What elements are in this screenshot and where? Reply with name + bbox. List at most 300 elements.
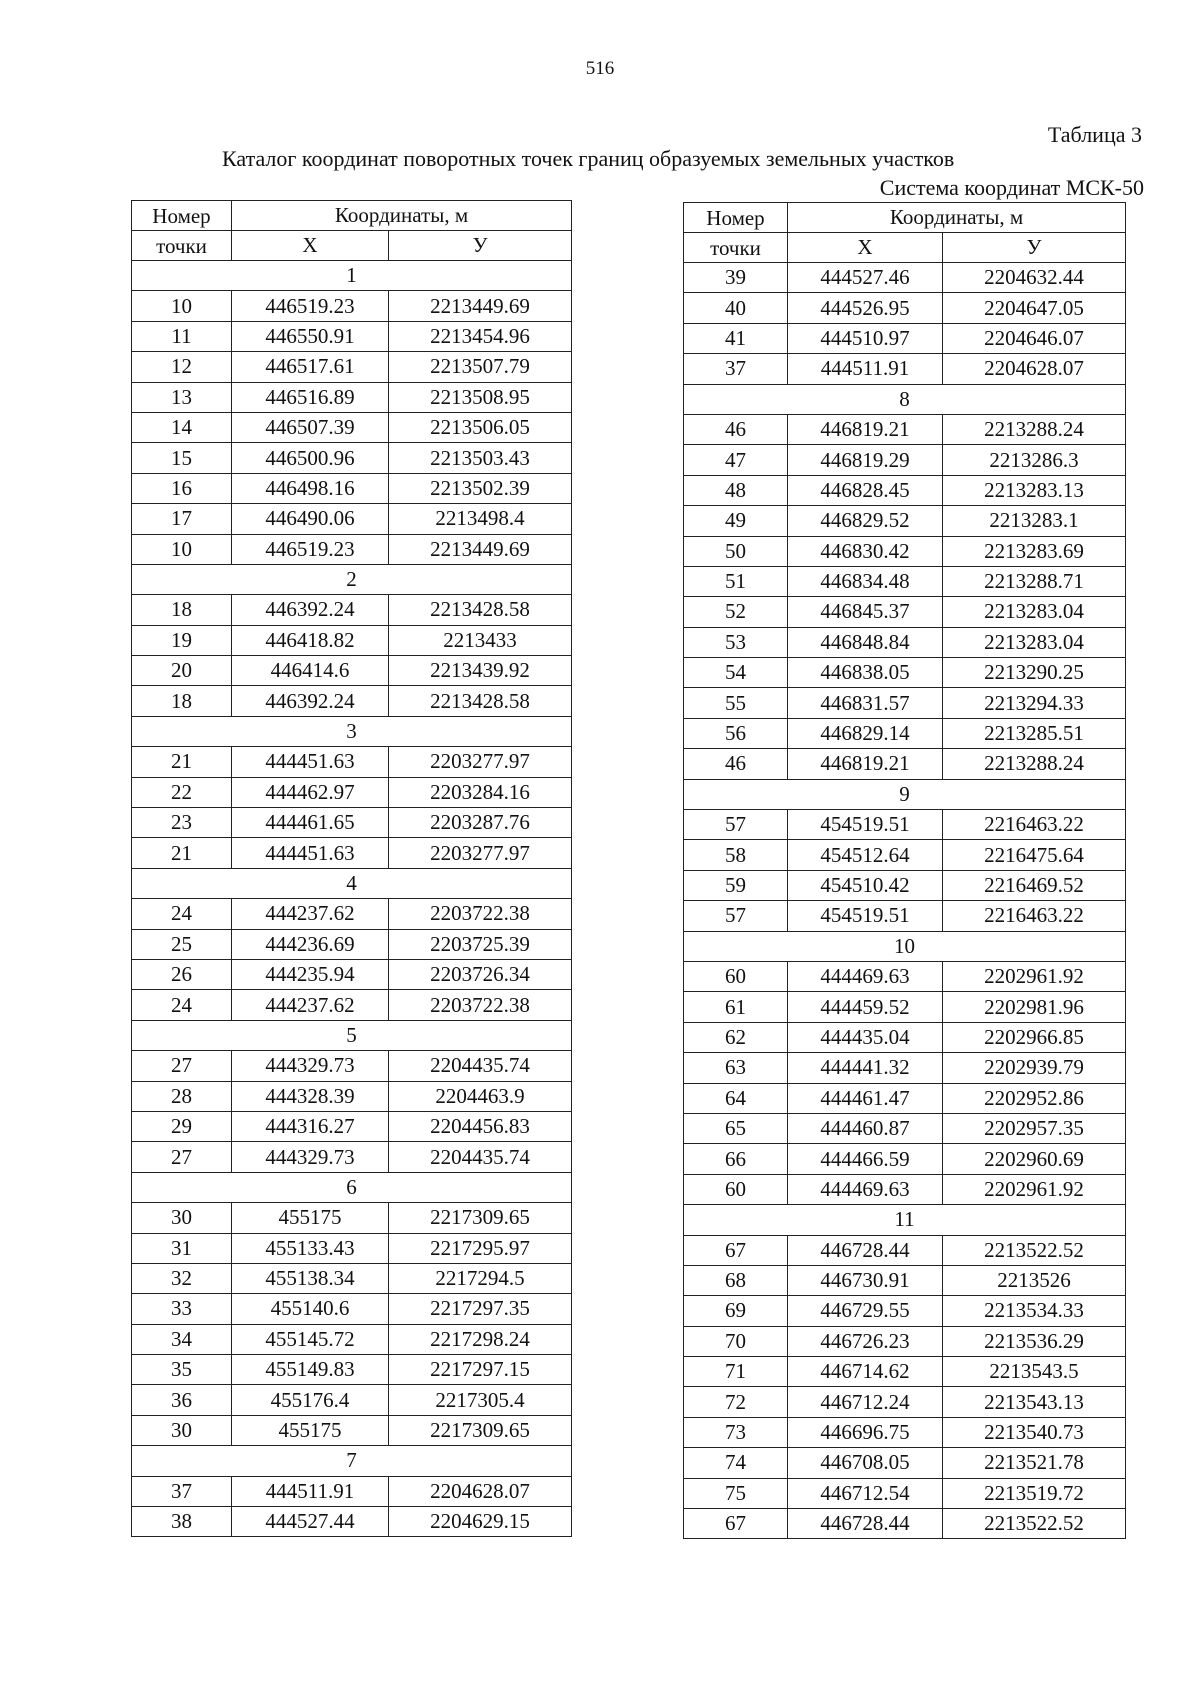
x-coordinate: 444451.63 xyxy=(232,838,389,868)
y-coordinate: 2203725.39 xyxy=(389,929,572,959)
section-row xyxy=(132,1446,572,1476)
table-row xyxy=(132,625,572,655)
section-number: 9 xyxy=(684,779,1126,809)
point-number: 28 xyxy=(132,1081,232,1111)
table-row xyxy=(684,992,1126,1022)
y-coordinate: 2213283.04 xyxy=(943,597,1126,627)
section-row xyxy=(684,779,1126,809)
x-coordinate: 446819.21 xyxy=(788,749,943,779)
point-number: 73 xyxy=(684,1417,788,1447)
y-coordinate: 2203722.38 xyxy=(389,899,572,929)
y-coordinate: 2203277.97 xyxy=(389,747,572,777)
x-coordinate: 446728.44 xyxy=(788,1509,943,1539)
x-coordinate: 444316.27 xyxy=(232,1111,389,1141)
point-number: 61 xyxy=(684,992,788,1022)
table-row xyxy=(132,1051,572,1081)
section-row xyxy=(684,1205,1126,1235)
table-row xyxy=(684,354,1126,384)
table-row xyxy=(132,1233,572,1263)
x-coordinate: 444236.69 xyxy=(232,929,389,959)
x-coordinate: 446848.84 xyxy=(788,627,943,657)
y-coordinate: 2213508.95 xyxy=(389,382,572,412)
point-number: 70 xyxy=(684,1326,788,1356)
x-coordinate: 446712.24 xyxy=(788,1387,943,1417)
x-coordinate: 444461.47 xyxy=(788,1083,943,1113)
page-number: 516 xyxy=(585,58,615,79)
y-coordinate: 2213294.33 xyxy=(943,688,1126,718)
table-row xyxy=(684,840,1126,870)
y-coordinate: 2204463.9 xyxy=(389,1081,572,1111)
table-row xyxy=(132,1142,572,1172)
section-row xyxy=(132,1172,572,1202)
document-title: Каталог координат поворотных точек границ образуемых земельных участков xyxy=(222,146,955,171)
point-number: 24 xyxy=(132,899,232,929)
x-coordinate: 446828.45 xyxy=(788,475,943,505)
y-coordinate: 2217297.15 xyxy=(389,1355,572,1385)
table-row xyxy=(132,534,572,564)
x-coordinate: 446714.62 xyxy=(788,1357,943,1387)
y-coordinate: 2204435.74 xyxy=(389,1051,572,1081)
header-point-number-line2: точки xyxy=(132,231,232,261)
table-row xyxy=(684,1235,1126,1265)
y-coordinate: 2213543.5 xyxy=(943,1357,1126,1387)
x-coordinate: 446726.23 xyxy=(788,1326,943,1356)
section-number: 11 xyxy=(684,1205,1126,1235)
header-coordinates: Координаты, м xyxy=(232,201,572,231)
section-number: 3 xyxy=(132,716,572,746)
table-row xyxy=(684,658,1126,688)
table-row xyxy=(684,597,1126,627)
table-row xyxy=(132,595,572,625)
table-row xyxy=(684,414,1126,444)
point-number: 13 xyxy=(132,382,232,412)
y-coordinate: 2202966.85 xyxy=(943,1022,1126,1052)
x-coordinate: 444527.46 xyxy=(788,263,943,293)
table-row xyxy=(132,1385,572,1415)
point-number: 74 xyxy=(684,1448,788,1478)
coordinates-table-right xyxy=(683,202,1126,1539)
y-coordinate: 2216469.52 xyxy=(943,870,1126,900)
section-number: 4 xyxy=(132,868,572,898)
x-coordinate: 444235.94 xyxy=(232,959,389,989)
y-coordinate: 2217309.65 xyxy=(389,1203,572,1233)
point-number: 32 xyxy=(132,1263,232,1293)
y-coordinate: 2204647.05 xyxy=(943,293,1126,323)
header-point-number-line1: Номер xyxy=(132,201,232,231)
x-coordinate: 446831.57 xyxy=(788,688,943,718)
y-coordinate: 2217298.24 xyxy=(389,1324,572,1354)
x-coordinate: 455138.34 xyxy=(232,1263,389,1293)
table-row xyxy=(132,1263,572,1293)
point-number: 36 xyxy=(132,1385,232,1415)
y-coordinate: 2213449.69 xyxy=(389,291,572,321)
y-coordinate: 2213449.69 xyxy=(389,534,572,564)
table-row xyxy=(132,1415,572,1445)
table-row xyxy=(132,838,572,868)
table-row xyxy=(132,1476,572,1506)
header-y: У xyxy=(943,233,1126,263)
x-coordinate: 455145.72 xyxy=(232,1324,389,1354)
point-number: 29 xyxy=(132,1111,232,1141)
x-coordinate: 444462.97 xyxy=(232,777,389,807)
y-coordinate: 2213286.3 xyxy=(943,445,1126,475)
point-number: 21 xyxy=(132,838,232,868)
point-number: 27 xyxy=(132,1142,232,1172)
x-coordinate: 444527.44 xyxy=(232,1507,389,1537)
y-coordinate: 2217297.35 xyxy=(389,1294,572,1324)
point-number: 52 xyxy=(684,597,788,627)
table-row xyxy=(132,1081,572,1111)
point-number: 65 xyxy=(684,1113,788,1143)
point-number: 33 xyxy=(132,1294,232,1324)
y-coordinate: 2213540.73 xyxy=(943,1417,1126,1447)
x-coordinate: 444435.04 xyxy=(788,1022,943,1052)
y-coordinate: 2213288.71 xyxy=(943,566,1126,596)
point-number: 10 xyxy=(132,291,232,321)
point-number: 58 xyxy=(684,840,788,870)
x-coordinate: 444469.63 xyxy=(788,1174,943,1204)
y-coordinate: 2213506.05 xyxy=(389,412,572,442)
y-coordinate: 2202939.79 xyxy=(943,1053,1126,1083)
table-row xyxy=(132,1507,572,1537)
y-coordinate: 2202957.35 xyxy=(943,1113,1126,1143)
point-number: 72 xyxy=(684,1387,788,1417)
header-row xyxy=(132,231,572,261)
coordinates-table-left xyxy=(131,200,572,1537)
x-coordinate: 444451.63 xyxy=(232,747,389,777)
x-coordinate: 446838.05 xyxy=(788,658,943,688)
table-row xyxy=(684,566,1126,596)
header-x: X xyxy=(232,231,389,261)
x-coordinate: 455175 xyxy=(232,1203,389,1233)
y-coordinate: 2202952.86 xyxy=(943,1083,1126,1113)
table-row xyxy=(132,382,572,412)
y-coordinate: 2217294.5 xyxy=(389,1263,572,1293)
point-number: 53 xyxy=(684,627,788,657)
x-coordinate: 444511.91 xyxy=(232,1476,389,1506)
x-coordinate: 444460.87 xyxy=(788,1113,943,1143)
point-number: 48 xyxy=(684,475,788,505)
table-row xyxy=(684,536,1126,566)
x-coordinate: 444329.73 xyxy=(232,1142,389,1172)
table-row xyxy=(132,504,572,534)
section-number: 2 xyxy=(132,564,572,594)
table-row xyxy=(132,929,572,959)
x-coordinate: 444329.73 xyxy=(232,1051,389,1081)
x-coordinate: 446392.24 xyxy=(232,595,389,625)
y-coordinate: 2213522.52 xyxy=(943,1509,1126,1539)
y-coordinate: 2213283.13 xyxy=(943,475,1126,505)
x-coordinate: 454510.42 xyxy=(788,870,943,900)
x-coordinate: 455133.43 xyxy=(232,1233,389,1263)
y-coordinate: 2204646.07 xyxy=(943,323,1126,353)
y-coordinate: 2203277.97 xyxy=(389,838,572,868)
x-coordinate: 454512.64 xyxy=(788,840,943,870)
y-coordinate: 2213290.25 xyxy=(943,658,1126,688)
table-row xyxy=(132,412,572,442)
point-number: 71 xyxy=(684,1357,788,1387)
point-number: 68 xyxy=(684,1265,788,1295)
table-row xyxy=(684,961,1126,991)
point-number: 37 xyxy=(684,354,788,384)
point-number: 20 xyxy=(132,656,232,686)
x-coordinate: 446490.06 xyxy=(232,504,389,534)
point-number: 16 xyxy=(132,473,232,503)
y-coordinate: 2216475.64 xyxy=(943,840,1126,870)
y-coordinate: 2213439.92 xyxy=(389,656,572,686)
x-coordinate: 444510.97 xyxy=(788,323,943,353)
table-row xyxy=(684,718,1126,748)
y-coordinate: 2202960.69 xyxy=(943,1144,1126,1174)
x-coordinate: 446729.55 xyxy=(788,1296,943,1326)
y-coordinate: 2213283.04 xyxy=(943,627,1126,657)
table-row xyxy=(684,1113,1126,1143)
y-coordinate: 2213519.72 xyxy=(943,1478,1126,1508)
x-coordinate: 454519.51 xyxy=(788,901,943,931)
point-number: 21 xyxy=(132,747,232,777)
y-coordinate: 2213454.96 xyxy=(389,321,572,351)
header-row xyxy=(132,201,572,231)
table-row xyxy=(684,263,1126,293)
point-number: 18 xyxy=(132,686,232,716)
y-coordinate: 2203287.76 xyxy=(389,808,572,838)
point-number: 47 xyxy=(684,445,788,475)
point-number: 75 xyxy=(684,1478,788,1508)
table-row xyxy=(684,1326,1126,1356)
header-row xyxy=(684,233,1126,263)
table-row xyxy=(684,1174,1126,1204)
point-number: 67 xyxy=(684,1235,788,1265)
y-coordinate: 2213288.24 xyxy=(943,414,1126,444)
table-row xyxy=(132,1294,572,1324)
x-coordinate: 446830.42 xyxy=(788,536,943,566)
x-coordinate: 444526.95 xyxy=(788,293,943,323)
table-row xyxy=(684,506,1126,536)
table-row xyxy=(132,1111,572,1141)
section-row xyxy=(132,261,572,291)
table-row xyxy=(684,1053,1126,1083)
section-number: 6 xyxy=(132,1172,572,1202)
table-row xyxy=(684,1448,1126,1478)
y-coordinate: 2204435.74 xyxy=(389,1142,572,1172)
section-row xyxy=(132,1020,572,1050)
table-row xyxy=(132,443,572,473)
y-coordinate: 2216463.22 xyxy=(943,901,1126,931)
point-number: 46 xyxy=(684,414,788,444)
table-row xyxy=(684,1022,1126,1052)
y-coordinate: 2202961.92 xyxy=(943,961,1126,991)
x-coordinate: 455176.4 xyxy=(232,1385,389,1415)
section-number: 7 xyxy=(132,1446,572,1476)
point-number: 62 xyxy=(684,1022,788,1052)
point-number: 50 xyxy=(684,536,788,566)
x-coordinate: 444469.63 xyxy=(788,961,943,991)
point-number: 60 xyxy=(684,1174,788,1204)
point-number: 26 xyxy=(132,959,232,989)
point-number: 39 xyxy=(684,263,788,293)
header-point-number-line2: точки xyxy=(684,233,788,263)
x-coordinate: 446730.91 xyxy=(788,1265,943,1295)
point-number: 15 xyxy=(132,443,232,473)
y-coordinate: 2204628.07 xyxy=(389,1476,572,1506)
section-row xyxy=(684,931,1126,961)
table-label: Таблица 3 xyxy=(1047,122,1142,147)
table-row xyxy=(684,475,1126,505)
point-number: 22 xyxy=(132,777,232,807)
x-coordinate: 446418.82 xyxy=(232,625,389,655)
y-coordinate: 2213503.43 xyxy=(389,443,572,473)
table-row xyxy=(684,1296,1126,1326)
y-coordinate: 2217295.97 xyxy=(389,1233,572,1263)
table-row xyxy=(684,1357,1126,1387)
x-coordinate: 455149.83 xyxy=(232,1355,389,1385)
y-coordinate: 2213498.4 xyxy=(389,504,572,534)
table-row xyxy=(132,473,572,503)
y-coordinate: 2203726.34 xyxy=(389,959,572,989)
y-coordinate: 2213428.58 xyxy=(389,595,572,625)
table-row xyxy=(132,686,572,716)
x-coordinate: 446414.6 xyxy=(232,656,389,686)
y-coordinate: 2213543.13 xyxy=(943,1387,1126,1417)
table-row xyxy=(132,1324,572,1354)
x-coordinate: 446834.48 xyxy=(788,566,943,596)
point-number: 24 xyxy=(132,990,232,1020)
point-number: 69 xyxy=(684,1296,788,1326)
table-row xyxy=(684,901,1126,931)
x-coordinate: 444237.62 xyxy=(232,899,389,929)
x-coordinate: 444237.62 xyxy=(232,990,389,1020)
table-row xyxy=(684,1478,1126,1508)
point-number: 57 xyxy=(684,901,788,931)
header-row xyxy=(684,203,1126,233)
x-coordinate: 446392.24 xyxy=(232,686,389,716)
x-coordinate: 444459.52 xyxy=(788,992,943,1022)
coordinate-system-label: Система координат МСК-50 xyxy=(879,175,1144,200)
x-coordinate: 446500.96 xyxy=(232,443,389,473)
y-coordinate: 2203722.38 xyxy=(389,990,572,1020)
table-row xyxy=(132,808,572,838)
point-number: 31 xyxy=(132,1233,232,1263)
point-number: 60 xyxy=(684,961,788,991)
x-coordinate: 446708.05 xyxy=(788,1448,943,1478)
point-number: 12 xyxy=(132,352,232,382)
section-row xyxy=(132,868,572,898)
coordinates-table-right-body xyxy=(684,203,1126,1539)
table-row xyxy=(684,1387,1126,1417)
section-row xyxy=(684,384,1126,414)
header-coordinates: Координаты, м xyxy=(788,203,1126,233)
y-coordinate: 2213283.1 xyxy=(943,506,1126,536)
section-number: 5 xyxy=(132,1020,572,1050)
point-number: 49 xyxy=(684,506,788,536)
table-row xyxy=(684,810,1126,840)
table-row xyxy=(132,321,572,351)
point-number: 19 xyxy=(132,625,232,655)
y-coordinate: 2203284.16 xyxy=(389,777,572,807)
y-coordinate: 2202961.92 xyxy=(943,1174,1126,1204)
y-coordinate: 2213433 xyxy=(389,625,572,655)
y-coordinate: 2213507.79 xyxy=(389,352,572,382)
table-row xyxy=(132,656,572,686)
point-number: 11 xyxy=(132,321,232,351)
x-coordinate: 446829.14 xyxy=(788,718,943,748)
y-coordinate: 2213502.39 xyxy=(389,473,572,503)
section-row xyxy=(132,564,572,594)
x-coordinate: 444466.59 xyxy=(788,1144,943,1174)
table-row xyxy=(132,1203,572,1233)
point-number: 64 xyxy=(684,1083,788,1113)
table-row xyxy=(132,352,572,382)
x-coordinate: 446498.16 xyxy=(232,473,389,503)
y-coordinate: 2213526 xyxy=(943,1265,1126,1295)
y-coordinate: 2213288.24 xyxy=(943,749,1126,779)
point-number: 14 xyxy=(132,412,232,442)
table-row xyxy=(684,445,1126,475)
point-number: 41 xyxy=(684,323,788,353)
table-row xyxy=(684,688,1126,718)
section-number: 1 xyxy=(132,261,572,291)
x-coordinate: 444511.91 xyxy=(788,354,943,384)
point-number: 59 xyxy=(684,870,788,900)
y-coordinate: 2217309.65 xyxy=(389,1415,572,1445)
table-row xyxy=(684,1083,1126,1113)
coordinates-table-left-body xyxy=(132,201,572,1537)
x-coordinate: 446519.23 xyxy=(232,534,389,564)
section-row xyxy=(132,716,572,746)
y-coordinate: 2204632.44 xyxy=(943,263,1126,293)
y-coordinate: 2213428.58 xyxy=(389,686,572,716)
point-number: 30 xyxy=(132,1415,232,1445)
point-number: 18 xyxy=(132,595,232,625)
x-coordinate: 444328.39 xyxy=(232,1081,389,1111)
y-coordinate: 2213283.69 xyxy=(943,536,1126,566)
header-y: У xyxy=(389,231,572,261)
point-number: 46 xyxy=(684,749,788,779)
y-coordinate: 2202981.96 xyxy=(943,992,1126,1022)
x-coordinate: 446829.52 xyxy=(788,506,943,536)
point-number: 10 xyxy=(132,534,232,564)
x-coordinate: 446819.21 xyxy=(788,414,943,444)
y-coordinate: 2204628.07 xyxy=(943,354,1126,384)
point-number: 55 xyxy=(684,688,788,718)
point-number: 37 xyxy=(132,1476,232,1506)
y-coordinate: 2213521.78 xyxy=(943,1448,1126,1478)
x-coordinate: 446728.44 xyxy=(788,1235,943,1265)
section-number: 10 xyxy=(684,931,1126,961)
table-row xyxy=(132,291,572,321)
x-coordinate: 446696.75 xyxy=(788,1417,943,1447)
table-row xyxy=(684,1417,1126,1447)
table-row xyxy=(684,870,1126,900)
table-row xyxy=(684,1509,1126,1539)
table-row xyxy=(132,747,572,777)
point-number: 66 xyxy=(684,1144,788,1174)
x-coordinate: 446819.29 xyxy=(788,445,943,475)
x-coordinate: 446845.37 xyxy=(788,597,943,627)
y-coordinate: 2204456.83 xyxy=(389,1111,572,1141)
y-coordinate: 2213536.29 xyxy=(943,1326,1126,1356)
x-coordinate: 444441.32 xyxy=(788,1053,943,1083)
point-number: 56 xyxy=(684,718,788,748)
point-number: 63 xyxy=(684,1053,788,1083)
point-number: 38 xyxy=(132,1507,232,1537)
point-number: 57 xyxy=(684,810,788,840)
header-x: X xyxy=(788,233,943,263)
point-number: 51 xyxy=(684,566,788,596)
table-row xyxy=(132,899,572,929)
point-number: 34 xyxy=(132,1324,232,1354)
x-coordinate: 446550.91 xyxy=(232,321,389,351)
